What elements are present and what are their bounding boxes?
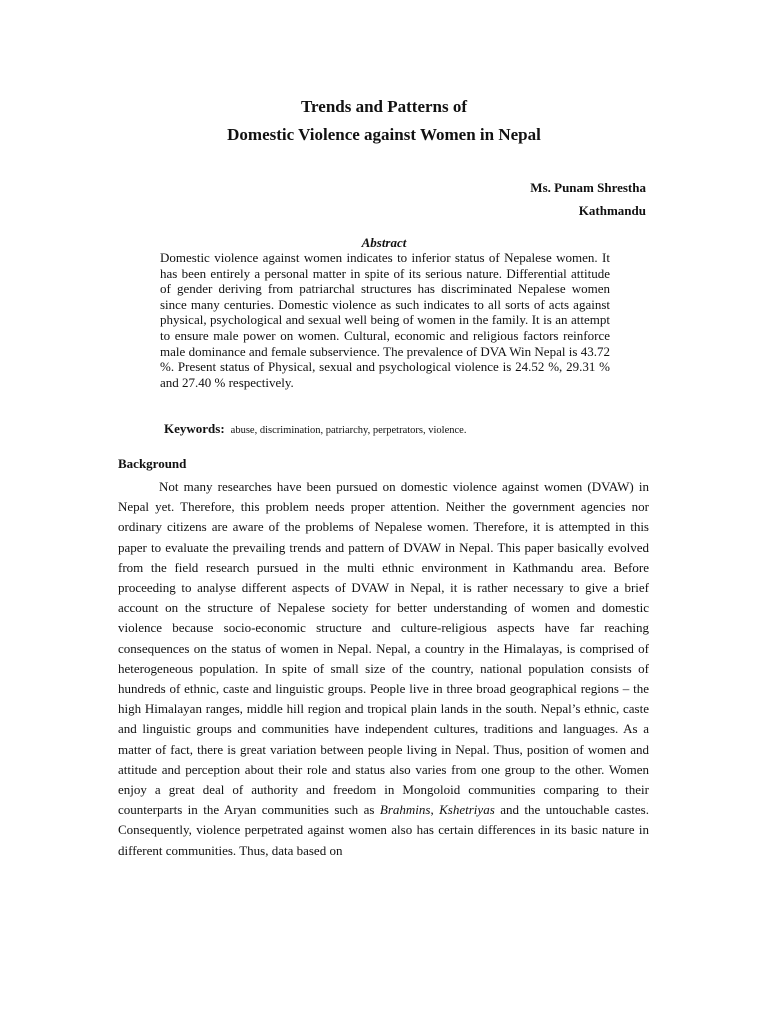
background-paragraph [118,477,649,861]
background-separator: , [430,802,440,818]
keywords-label: Keywords: [164,421,225,436]
abstract-heading: Abstract [361,235,407,250]
author-name: Ms. Punam Shrestha [530,180,646,195]
abstract-text: Domestic violence against women indicates to inferior status of Nepalese women. It has been entirely a personal matter in spite of its serious nature. Differential attitude of gender deriving from patriarchal structures has discriminated Nepalese women since many centuries. Domestic violence as such indicates to all sorts of acts against physical, psychological and sexual well being of women in the family. It is an attempt to ensure male power on women. Cultural, economic and religious factors reinforce male dominance and female subservience. The prevalence of DVA Win Nepal is 43.72 %. Present status of Physical, sexual and psychological violence is 24.52 %, 29.31 % and 27.40 % respectively. [160,250,610,390]
background-heading: Background [118,456,187,471]
keywords-text: abuse, discrimination, patriarchy, perpetrators, violence. [230,425,467,436]
background-text-part1: Not many researches have been pursued on domestic violence against women (DVAW) in Nepal yet. Therefore, this problem needs proper attention. Neither the government agencies nor ordinary citizens are aware of the problems of Nepalese women. Therefore, it is attempted in this paper to evaluate the prevailing trends and pattern of DVAW in Nepal. This paper basically evolved from the field research pursued in the multi ethnic environment in Kathmandu area. Before proceeding to analyse different aspects of DVAW in Nepal, it is rather necessary to give a brief account on the structure of Nepalese society for better understanding of women and domestic violence because socio-economic structure and culture-religious aspects have far reaching consequences on the status of women in Nepal. Nepal, a country in the Himalayas, is comprised of heterogeneous population. In spite of small size of the country, national population consists of hundreds of ethnic, caste and linguistic groups. People live in three broad geographical regions – the high Himalayan ranges, middle hill region and tropical plain lands in the south. Nepal’s ethnic, caste and linguistic groups and communities have independent cultures, traditions and languages. As a matter of fact, there is great variation between people living in Nepal. Thus, position of women and attitude and perception about their role and status also varies from one group to the other. Women enjoy a great deal of authority and freedom in Mongoloid communities comparing to their counterparts in the Aryan communities such as [118,479,649,818]
author-location: Kathmandu [578,203,646,218]
background-italic-kshetriyas: Kshetriyas [439,802,495,818]
background-text-part2: and the untouchable castes. Consequently, violence perpetrated against women also has certain differences in its basic nature in different communities. Thus, data based on [118,802,649,858]
background-italic-brahmins: Brahmins [379,802,431,818]
title-line-2: Domestic Violence against Women in Nepal [227,125,541,144]
title-line-1: Trends and Patterns of [300,97,468,116]
keywords-line [164,421,466,437]
